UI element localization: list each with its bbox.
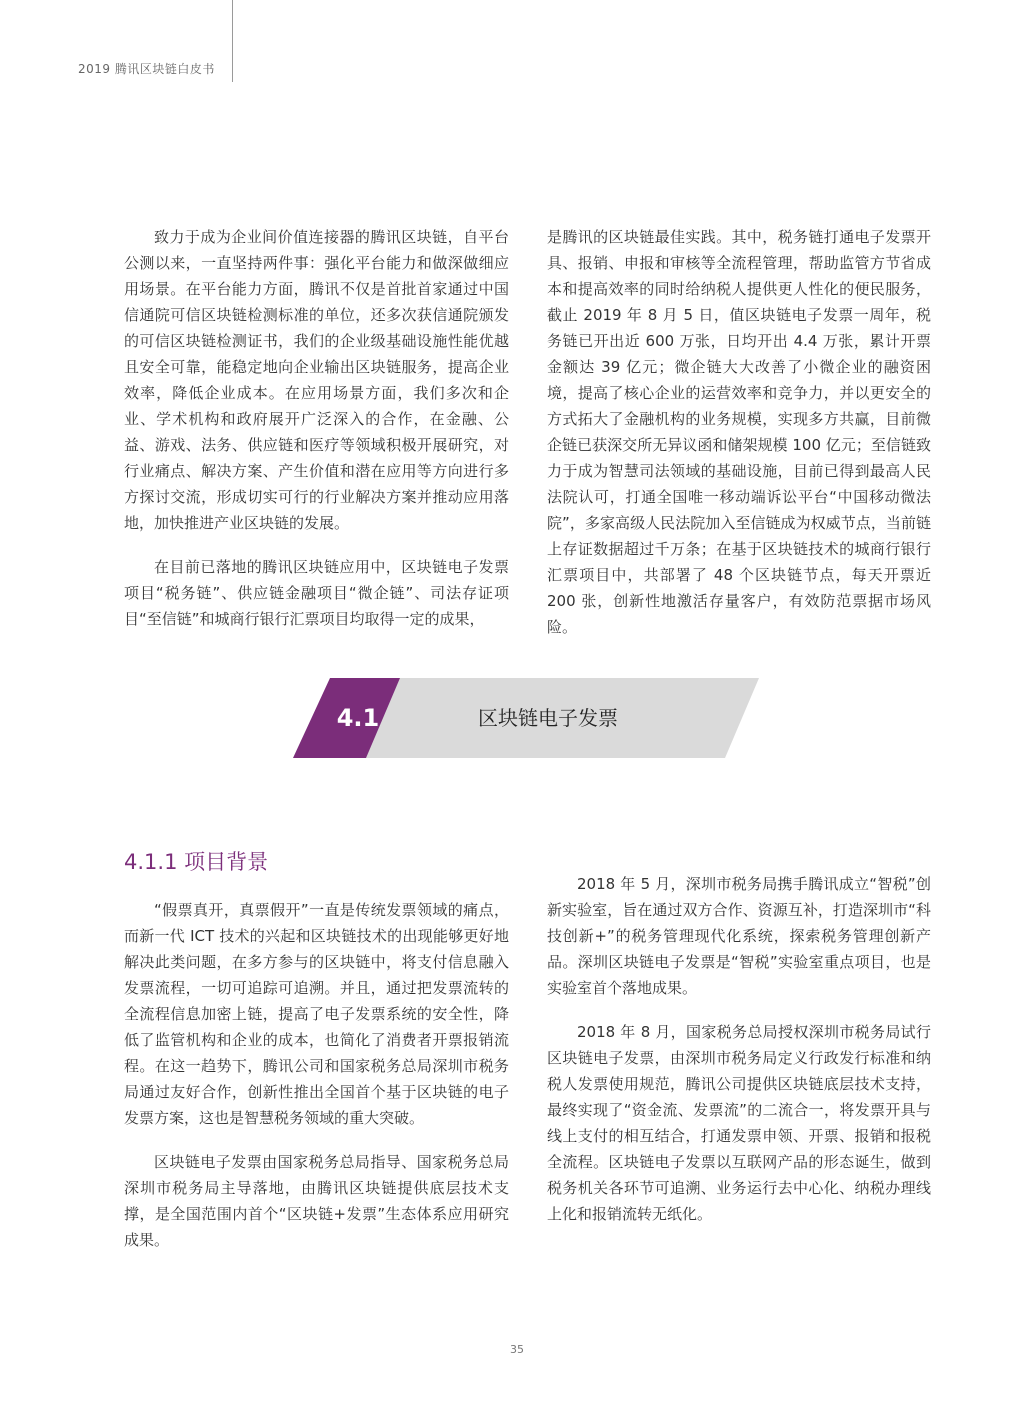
paragraph: 区块链电子发票由国家税务总局指导、国家税务总局深圳市税务局主导落地，由腾讯区块链提供底层技术支撑，是全国范围内首个“区块链+发票”生态体系应用研究成果。	[124, 1153, 509, 1249]
running-header: 2019 腾讯区块链白皮书	[78, 62, 215, 76]
paragraph: 2018 年 8 月，国家税务总局授权深圳市税务局试行区块链电子发票，由深圳市税务局定义行政发行标准和纳税人发票使用规范，腾讯公司提供区块链底层技术支持，最终实现了“资金流、发票流”的二流合一，将发票开具与线上支付的相互结合，打通发票申领、开票、报销和报税全流程。区块链电子发票以互联网产品的形态诞生，做到税务机关各环节可追溯、业务运行去中心化、纳税办理线上化和报销流转无纸化。	[547, 1023, 931, 1223]
paragraph: 是腾讯的区块链最佳实践。其中，税务链打通电子发票开具、报销、申报和审核等全流程管理，帮助监管方节省成本和提高效率的同时给纳税人提供更人性化的便民服务，截止 2019 年 8 月 5 日，值区块链电子发票一周年，税务链已开出近 600 万张，日均开出 4.4 万张，累计开票金额达 39 亿元；微企链大大改善了小微企业的融资困境，提高了核心企业的运营效率和竞争力，并以更安全的方式拓大了金融机构的业务规模，实现多方共赢，目前微企链已获深交所无异议函和储架规模 100 亿元；至信链致力于成为智慧司法领域的基础设施，目前已得到最高人民法院认可，打通全国唯一移动端诉讼平台“中国移动微法院”，多家高级人民法院加入至信链成为权威节点，当前链上存证数据超过千万条；在基于区块链技术的城商行银行汇票项目中，共部署了 48 个区块链节点，每天开票近 200 张，创新性地激活存量客户，有效防范票据市场风险。	[547, 228, 931, 636]
top-left-column	[124, 224, 509, 632]
paragraph: 致力于成为企业间价值连接器的腾讯区块链，自平台公测以来，一直坚持两件事：强化平台能力和做深做细应用场景。在平台能力方面，腾讯不仅是首批首家通过中国信通院可信区块链检测标准的单位，还多次获信通院颁发的可信区块链检测证书，我们的企业级基础设施性能优越且安全可靠，能稳定地向企业输出区块链服务，提高企业效率，降低企业成本。在应用场景方面，我们多次和企业、学术机构和政府展开广泛深入的合作，在金融、公益、游戏、法务、供应链和医疗等领域积极开展研究，对行业痛点、解决方案、产生价值和潜在应用等方向进行多方探讨交流，形成切实可行的行业解决方案并推动应用落地，加快推进产业区块链的发展。	[124, 228, 509, 532]
paragraph: “假票真开，真票假开”一直是传统发票领域的痛点，而新一代 ICT 技术的兴起和区块链技术的出现能够更好地解决此类问题，在多方参与的区块链中，将支付信息融入发票流程，一切可追踪可追溯。并且，通过把发票流转的全流程信息加密上链，提高了电子发票系统的安全性，降低了监管机构和企业的成本，也简化了消费者开票报销流程。在这一趋势下，腾讯公司和国家税务总局深圳市税务局通过友好合作，创新性推出全国首个基于区块链的电子发票方案，这也是智慧税务领域的重大突破。	[124, 901, 509, 1127]
bottom-left-column	[124, 897, 509, 1253]
bottom-right-column	[547, 871, 931, 1227]
section-banner	[293, 678, 759, 758]
subsection-title: 4.1.1 项目背景	[124, 850, 269, 874]
section-number: 4.1	[336, 704, 380, 732]
section-title: 区块链电子发票	[478, 706, 618, 730]
top-right-column	[547, 224, 931, 640]
page-number: 35	[510, 1343, 524, 1356]
paragraph: 在目前已落地的腾讯区块链应用中，区块链电子发票项目“税务链”、供应链金融项目“微企链”、司法存证项目“至信链”和城商行银行汇票项目均取得一定的成果，	[124, 558, 509, 628]
paragraph: 2018 年 5 月，深圳市税务局携手腾讯成立“智税”创新实验室，旨在通过双方合作、资源互补，打造深圳市“科技创新+”的税务管理现代化系统，探索税务管理创新产品。深圳区块链电子发票是“智税”实验室重点项目，也是实验室首个落地成果。	[547, 875, 931, 997]
header-divider-line	[232, 0, 233, 82]
